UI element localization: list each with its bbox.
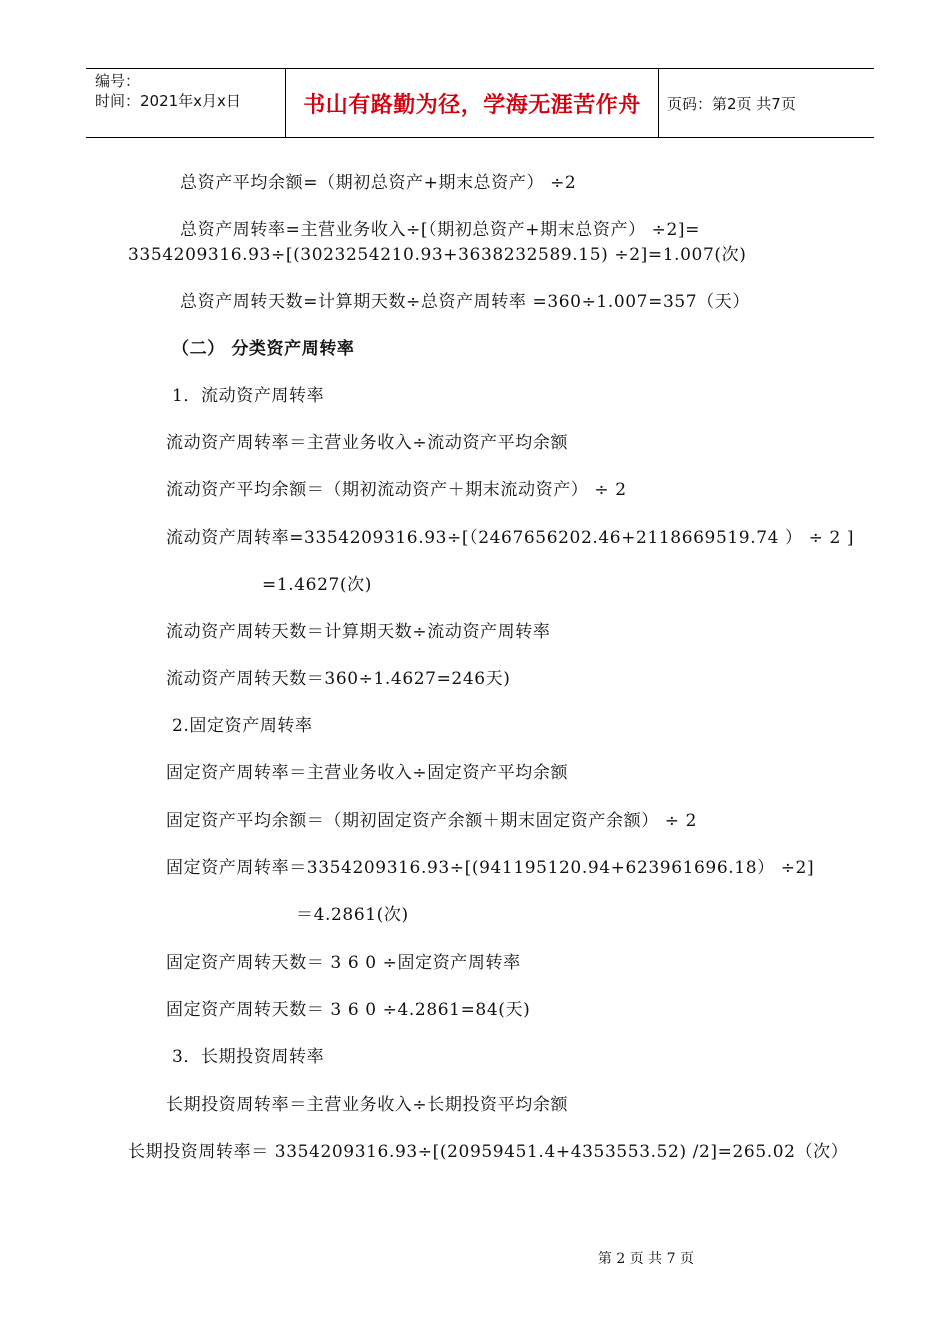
page-footer: 第 2 页 共 7 页 <box>597 1251 694 1267</box>
text-line-1: 总资产平均余额=（期初总资产+期末总资产） ÷2 <box>180 173 577 193</box>
text-line-12: 流动资产周转天数＝360÷1.4627=246天) <box>166 669 511 689</box>
text-line-14: 固定资产周转率＝主营业务收入÷固定资产平均余额 <box>166 763 569 783</box>
subsection-heading-1: 1．流动资产周转率 <box>172 386 325 406</box>
header-motto: 书山有路勤为径，学海无涯苦作舟 <box>303 92 641 118</box>
text-line-2: 总资产周转率=主营业务收入÷[（期初总资产+期末总资产） ÷2]= <box>180 220 701 240</box>
document-date-label: 时间：2021年x月x日 <box>95 92 241 110</box>
header-page-number: 页码：第2页 共7页 <box>667 94 796 113</box>
header-page-cell <box>659 69 874 137</box>
document-number-label: 编号： <box>95 72 141 90</box>
text-line-3: 3354209316.93÷[(3023254210.93+3638232589.15) ÷2]=1.007(次) <box>128 245 747 265</box>
text-line-8: 流动资产平均余额＝（期初流动资产＋期末流动资产） ÷ 2 <box>166 480 627 500</box>
text-line-15: 固定资产平均余额＝（期初固定资产余额＋期末固定资产余额） ÷ 2 <box>166 811 698 831</box>
text-line-11: 流动资产周转天数＝计算期天数÷流动资产周转率 <box>166 622 551 642</box>
text-line-16: 固定资产周转率＝3354209316.93÷[(941195120.94+623961696.18） ÷2] <box>166 858 815 878</box>
text-line-22: 长期投资周转率＝ 3354209316.93÷[(20959451.4+4353553.52) /2]=265.02（次） <box>128 1142 849 1162</box>
section-heading-2: （二） 分类资产周转率 <box>172 339 355 359</box>
text-line-18: 固定资产周转天数＝ 3 6 0 ÷固定资产周转率 <box>166 953 521 973</box>
subsection-heading-2: 2.固定资产周转率 <box>172 716 313 736</box>
text-line-19: 固定资产周转天数＝ 3 6 0 ÷4.2861=84(天) <box>166 1000 531 1020</box>
text-line-21: 长期投资周转率＝主营业务收入÷长期投资平均余额 <box>166 1095 569 1115</box>
header-meta <box>86 69 286 137</box>
text-line-7: 流动资产周转率＝主营业务收入÷流动资产平均余额 <box>166 433 569 453</box>
text-line-10: =1.4627(次) <box>262 575 372 595</box>
text-line-4: 总资产周转天数=计算期天数÷总资产周转率 =360÷1.007=357（天） <box>180 292 750 312</box>
header-motto-cell <box>286 69 659 137</box>
subsection-heading-3: 3．长期投资周转率 <box>172 1047 325 1067</box>
page-header <box>86 68 874 138</box>
text-line-17: ＝4.2861(次) <box>296 905 409 925</box>
text-line-9: 流动资产周转率=3354209316.93÷[（2467656202.46+2118669519.74 ） ÷ 2 ] <box>166 528 855 548</box>
